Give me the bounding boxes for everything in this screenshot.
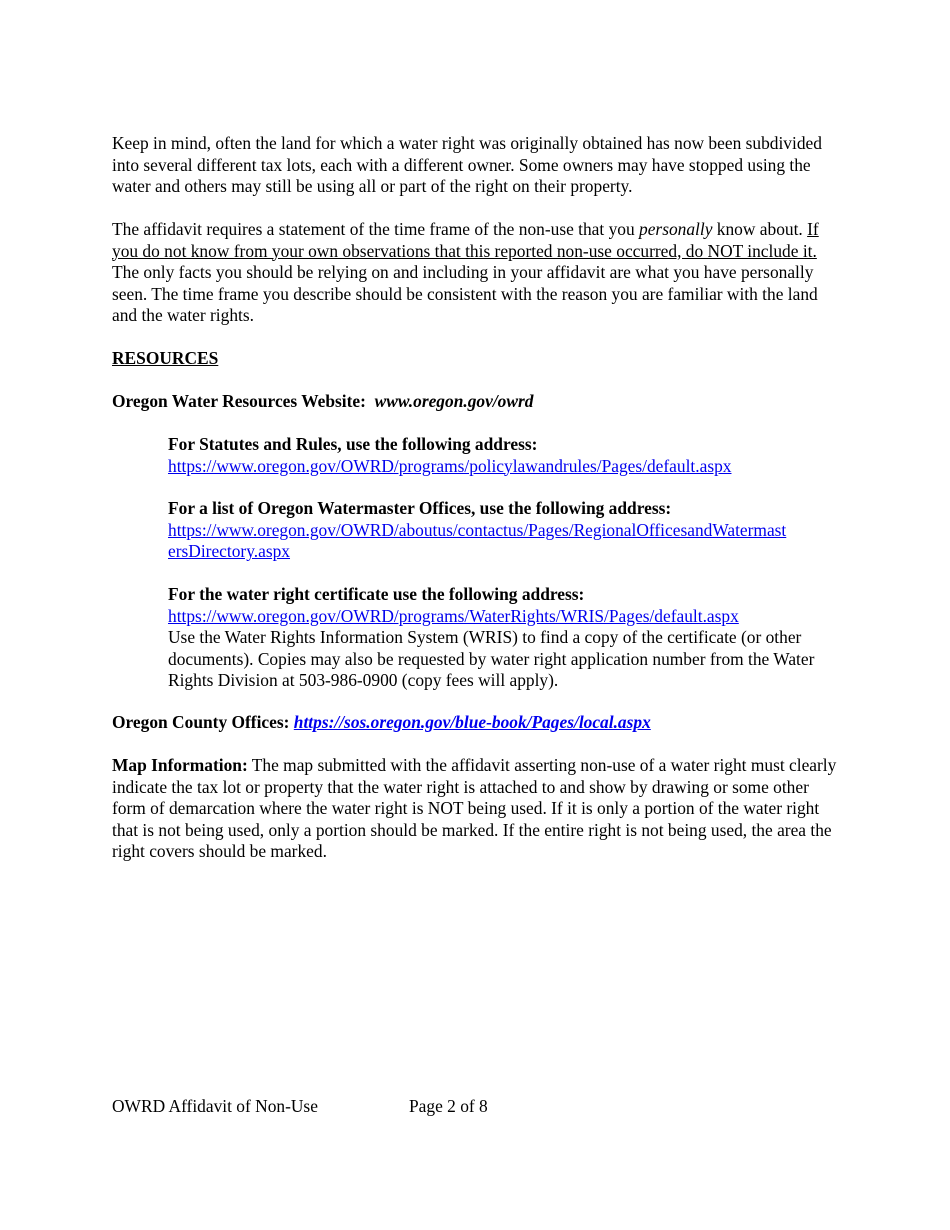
certificate-section <box>168 584 840 692</box>
statutes-section <box>168 434 840 477</box>
owrd-website-label: Oregon Water Resources Website: <box>112 391 366 411</box>
statutes-label: For Statutes and Rules, use the following address: <box>168 434 538 454</box>
underlined-warning: If you do not know from your own observations that this reported non-use occurred, do NOT include it. <box>112 219 819 261</box>
time-frame-text-mid: know about. <box>712 219 808 239</box>
watermaster-link-line1[interactable]: https://www.oregon.gov/OWRD/aboutus/contactus/Pages/RegionalOfficesandWatermast <box>168 519 787 540</box>
watermaster-link-line2[interactable]: ersDirectory.aspx <box>168 541 291 561</box>
owrd-website-line <box>112 391 840 413</box>
footer-page-number: Page 2 of 8 <box>409 1096 488 1116</box>
resources-heading: RESOURCES <box>112 348 219 368</box>
map-information-label: Map Information: <box>112 755 248 775</box>
owrd-website-url: www.oregon.gov/owrd <box>374 391 534 411</box>
time-frame-text-post: The only facts you should be relying on and including in your affidavit are what you have personally seen. The time frame you describe should be consistent with the reason you are familiar with the land and the water rights. <box>112 262 818 325</box>
certificate-label: For the water right certificate use the following address: <box>168 584 585 604</box>
paragraph-land-subdivision: Keep in mind, often the land for which a water right was originally obtained has now been subdivided into several different tax lots, each with a different owner. Some owners may have stopped using the water and others may still be using all or part of the right on their property. <box>112 133 822 196</box>
watermaster-label: For a list of Oregon Watermaster Offices, use the following address: <box>168 498 672 518</box>
certificate-description: Use the Water Rights Information System (WRIS) to find a copy of the certificate (or other documents). Copies may also be requested by water right application number from the Water Rights Division at 503-986-0900 (copy fees will apply). <box>168 627 815 690</box>
county-offices-label: Oregon County Offices: <box>112 712 290 732</box>
statutes-link[interactable]: https://www.oregon.gov/OWRD/programs/policylawandrules/Pages/default.aspx <box>168 455 732 476</box>
watermaster-section <box>168 498 840 563</box>
county-offices-link[interactable]: https://sos.oregon.gov/blue-book/Pages/local.aspx <box>293 712 651 732</box>
map-information-text: The map submitted with the affidavit asserting non-use of a water right must clearly indicate the tax lot or property that the water right is attached to and show by drawing or some other form of demarcation where the water right is NOT being used. If it is only a portion of the water right that is not being used, only a portion should be marked. If the entire right is not being used, the area the right covers should be marked. <box>112 755 837 861</box>
footer-document-title: OWRD Affidavit of Non-Use <box>112 1096 318 1116</box>
county-offices-line <box>112 712 840 734</box>
map-information-paragraph <box>112 755 840 863</box>
emphasis-personally: personally <box>639 219 713 239</box>
paragraph-time-frame <box>112 219 840 327</box>
time-frame-text-pre: The affidavit requires a statement of the time frame of the non-use that you <box>112 219 640 239</box>
certificate-link[interactable]: https://www.oregon.gov/OWRD/programs/WaterRights/WRIS/Pages/default.aspx <box>168 605 739 626</box>
